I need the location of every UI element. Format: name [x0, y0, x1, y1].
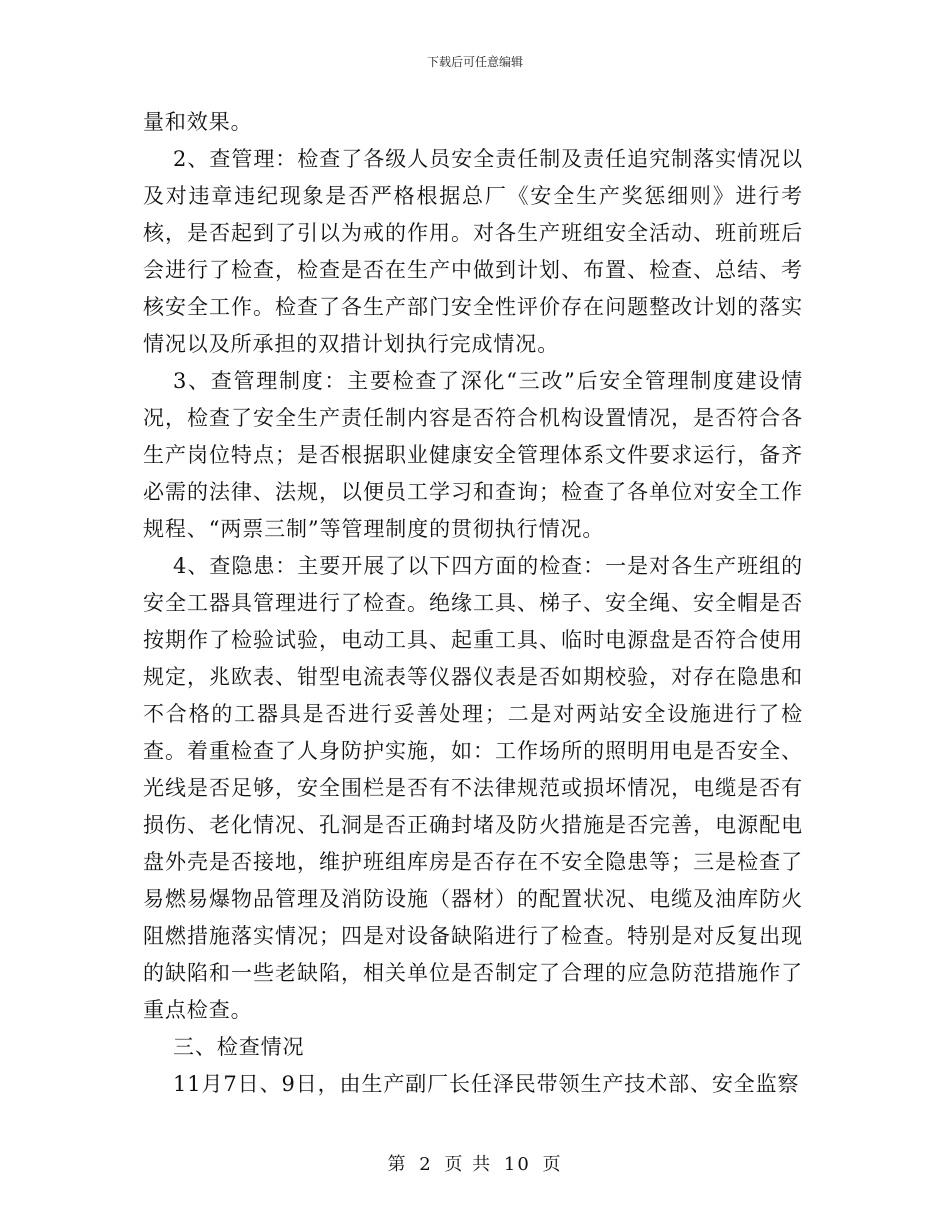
footer-current-page: 2: [419, 1154, 433, 1175]
document-body: [143, 104, 803, 1103]
paragraph-check-management-system: 3、查管理制度：主要检查了深化“三改”后安全管理制度建设情况，检查了安全生产责任制内容是否符合机构设置情况，是否符合各生产岗位特点；是否根据职业健康安全管理体系文件要求运行，备齐必需的法律、法规，以便员工学习和查询；检查了各单位对安全工作规程、“两票三制”等管理制度的贯彻执行情况。: [143, 369, 803, 541]
footer-total-pages: 10: [503, 1154, 531, 1175]
paragraph-check-management: 2、查管理：检查了各级人员安全责任制及责任追究制落实情况以及对违章违纪现象是否严格根据总厂《安全生产奖惩细则》进行考核，是否起到了引以为戒的作用。对各生产班组安全活动、班前班后会进行了检查，检查是否在生产中做到计划、布置、检查、总结、考核安全工作。检查了各生产部门安全性评价存在问题整改计划的落实情况以及所承担的双措计划执行完成情况。: [143, 147, 803, 356]
section-heading-inspection-status: 三、检查情况: [173, 1035, 305, 1059]
footer-page-prefix: 第: [387, 1154, 408, 1175]
paragraph-continuation: 量和效果。: [143, 110, 253, 134]
paragraph-inspection-status: 11月7日、9日，由生产副厂长任泽民带领生产技术部、安全监察: [173, 1072, 800, 1096]
page-header-note: 下载后可任意编辑: [426, 55, 523, 69]
footer-page-suffix: 页: [542, 1154, 563, 1175]
footer-page-mid: 页 共: [444, 1154, 493, 1175]
page-footer: [0, 1153, 950, 1177]
paragraph-check-hazards: 4、查隐患：主要开展了以下四方面的检查：一是对各生产班组的安全工器具管理进行了检查。绝缘工具、梯子、安全绳、安全帽是否按期作了检验试验，电动工具、起重工具、临时电源盘是否符合使用规定，兆欧表、钳型电流表等仪器仪表是否如期校验，对存在隐患和不合格的工器具是否进行妥善处理；二是对两站安全设施进行了检查。着重检查了人身防护实施，如：工作场所的照明用电是否安全、光线是否足够，安全围栏是否有不法律规范或损坏情况，电缆是否有损伤、老化情况、孔洞是否正确封堵及防火措施是否完善，电源配电盘外壳是否接地，维护班组库房是否存在不安全隐患等；三是检查了易燃易爆物品管理及消防设施（器材）的配置状况、电缆及油库防火阻燃措施落实情况；四是对设备缺陷进行了检查。特别是对反复出现的缺陷和一些老缺陷，相关单位是否制定了合理的应急防范措施作了重点检查。: [143, 554, 803, 1022]
